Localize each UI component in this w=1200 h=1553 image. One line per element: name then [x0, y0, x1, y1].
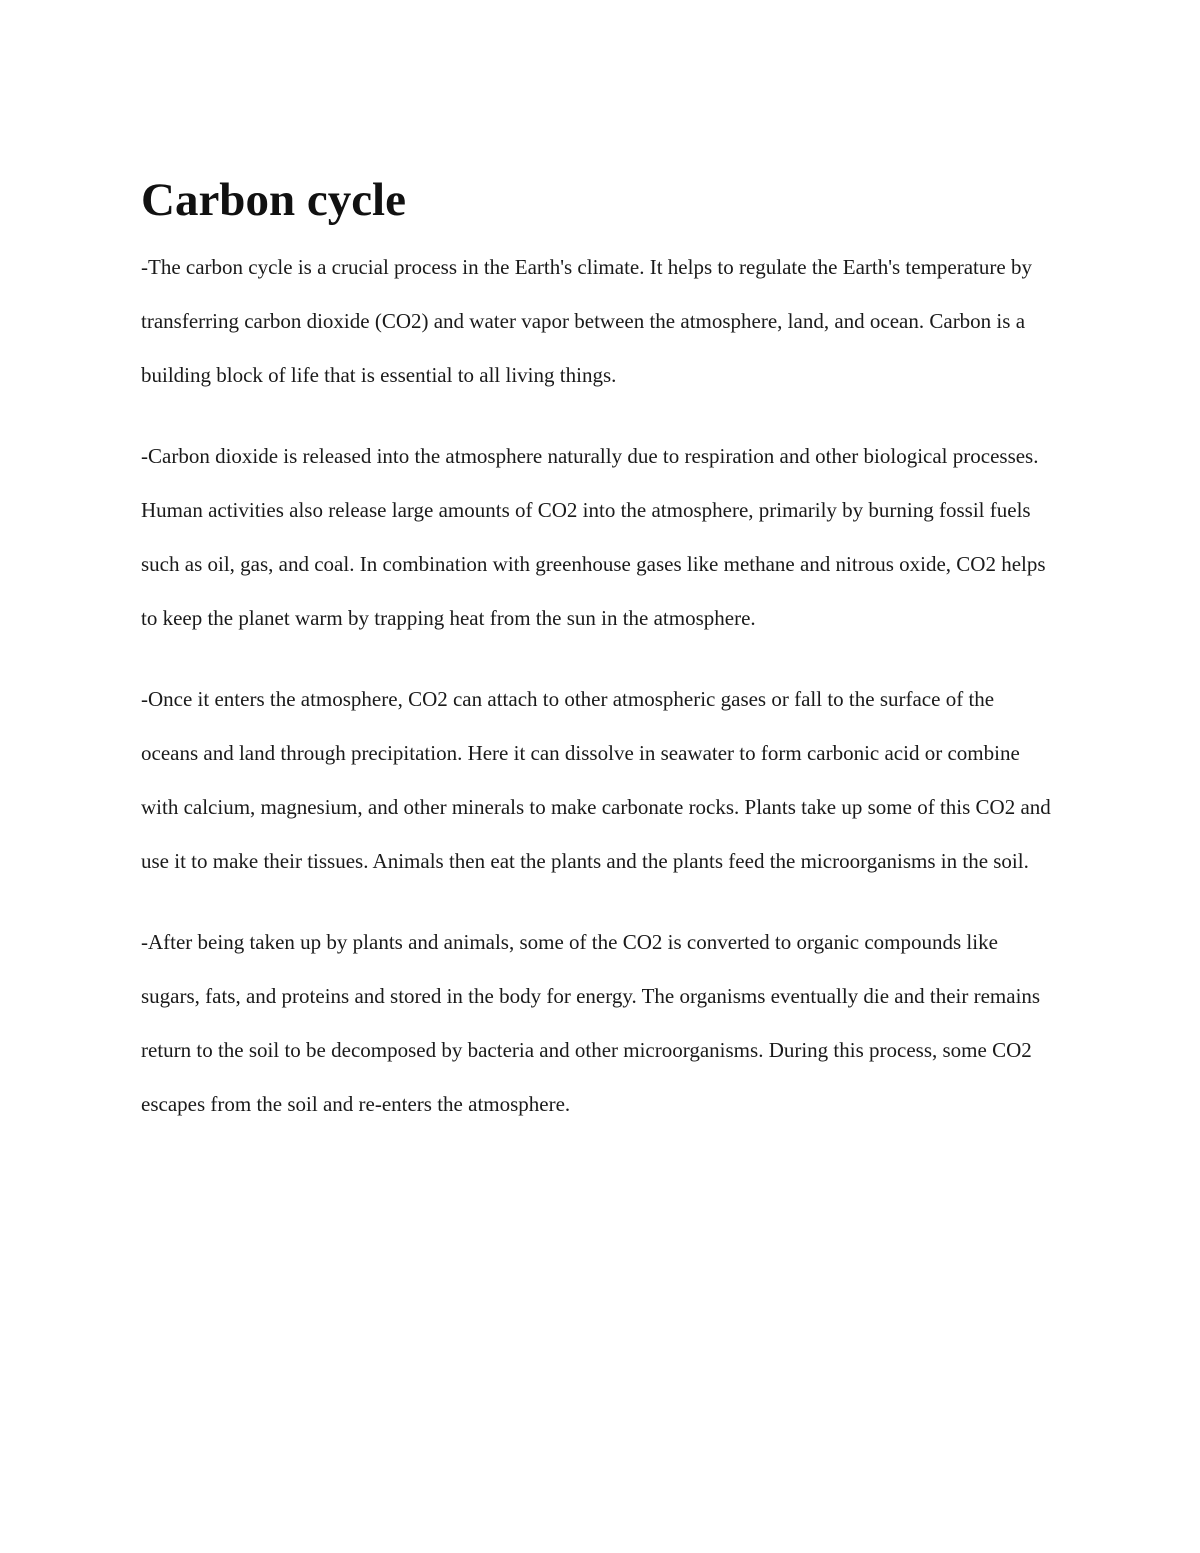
paragraph-intro: -The carbon cycle is a crucial process in the Earth's climate. It helps to regulate the Earth's temperature by transferring carbon dioxide (CO2) and water vapor between the atmosphere, land, and ocean. Carbon is a building block of life that is essential to all living things. — [141, 255, 1032, 387]
document-body — [141, 170, 1056, 1131]
paragraph-co2-release: -Carbon dioxide is released into the atmosphere naturally due to respiration and other biological processes. Human activities also release large amounts of CO2 into the atmosphere, primarily by burning fossil fuels such as oil, gas, and coal. In combination with greenhouse gases like methane and nitrous oxide, CO2 helps to keep the planet warm by trapping heat from the sun in the atmosphere. — [141, 444, 1046, 630]
document-title: Carbon cycle — [141, 174, 406, 226]
paragraph-decomposition: -After being taken up by plants and animals, some of the CO2 is converted to organic compounds like sugars, fats, and proteins and stored in the body for energy. The organisms eventually die and their remains return to the soil to be decomposed by bacteria and other microorganisms. During this process, some CO2 escapes from the soil and re-enters the atmosphere. — [141, 930, 1041, 1116]
paragraph-co2-absorption: -Once it enters the atmosphere, CO2 can attach to other atmospheric gases or fall to the surface of the oceans and land through precipitation. Here it can dissolve in seawater to form carbonic acid or combine with calcium, magnesium, and other minerals to make carbonate rocks. Plants take up some of this CO2 and use it to make their tissues. Animals then eat the plants and the plants feed the microorganisms in the soil. — [141, 687, 1051, 873]
